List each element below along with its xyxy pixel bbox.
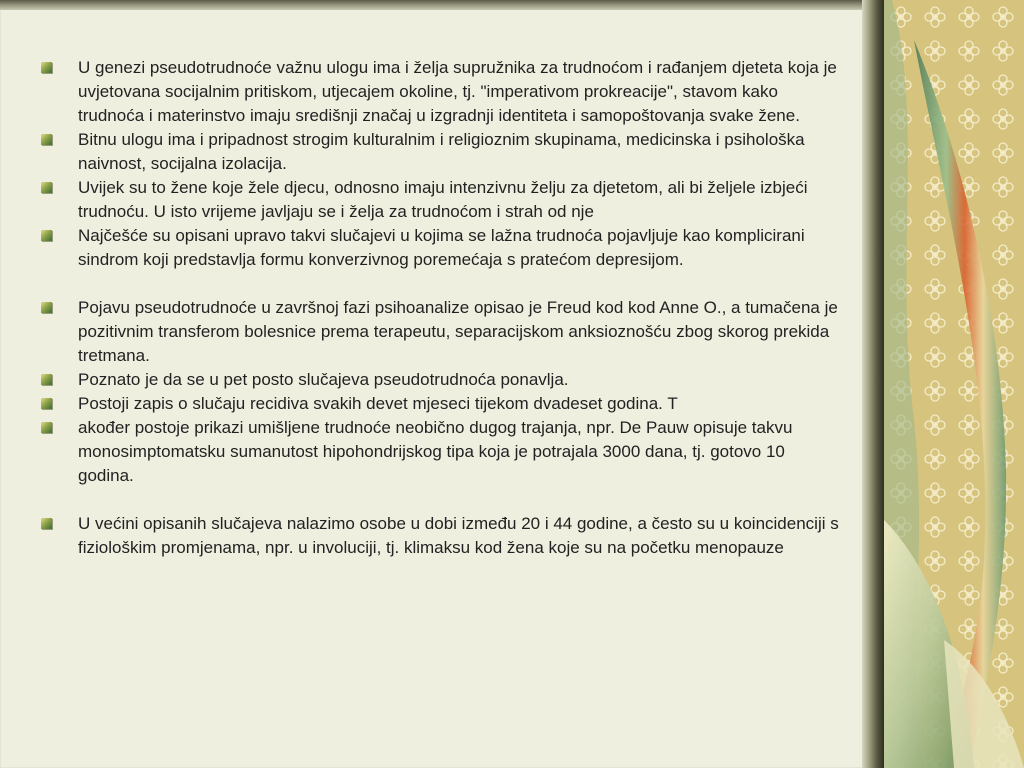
list-item-text: Uvijek su to žene koje žele djecu, odnosno imaju intenzivnu želju za djetetom, ali bi željele izbjeći trudnoću. U isto vrijeme javljaju se i želja za trudnoćom i strah od nje (78, 178, 808, 221)
list-item (40, 416, 840, 488)
list-item (40, 368, 840, 392)
square-bullet-icon (41, 398, 52, 409)
square-bullet-icon (41, 230, 52, 241)
list-item (40, 176, 840, 224)
list-item-text: Najčešće su opisani upravo takvi slučajevi u kojima se lažna trudnoća pojavljuje kao komplicirani sindrom koji predstavlja formu konverzivnog poremećaja s pratećom depresijom. (78, 226, 805, 269)
list-item (40, 56, 840, 128)
square-bullet-icon (41, 302, 52, 313)
list-item-text: Poznato je da se u pet posto slučajeva pseudotrudnoća ponavlja. (78, 370, 569, 389)
square-bullet-icon (41, 134, 52, 145)
list-item-text: U genezi pseudotrudnoće važnu ulogu ima i želja supružnika za trudnoćom i rađanjem djeteta koja je uvjetovana socijalnim pritiskom, utjecajem okoline, tj. "imperativom prokreacije", stavom kako trudnoća i materinstvo imaju središnji značaj u izgradnji identiteta i samopoštovanja svake žene. (78, 58, 837, 125)
slide-content (40, 56, 840, 560)
list-item-text: akođer postoje prikazi umišljene trudnoće neobično dugog trajanja, npr. De Pauw opisuje takvu monosimptomatsku sumanutost hipohondrijskog tipa koja je potrajala 3000 dana, tj. gotovo 10 godina. (78, 418, 793, 485)
slide-top-border (0, 0, 880, 10)
square-bullet-icon (41, 518, 52, 529)
list-item (40, 296, 840, 368)
list-item (40, 512, 840, 560)
square-bullet-icon (41, 62, 52, 73)
list-item (40, 128, 840, 176)
list-item-text: Pojavu pseudotrudnoće u završnoj fazi psihoanalize opisao je Freud kod kod Anne O., a tumačena je pozitivnim transferom bolesnice prema terapeutu, separacijskom anksioznošću zbog skorog prekida tretmana. (78, 298, 838, 365)
list-item (40, 224, 840, 272)
square-bullet-icon (41, 182, 52, 193)
square-bullet-icon (41, 422, 52, 433)
slide-right-border (862, 0, 884, 768)
list-item (40, 392, 840, 416)
square-bullet-icon (41, 374, 52, 385)
list-item-text: U većini opisanih slučajeva nalazimo osobe u dobi između 20 i 44 godine, a često su u koincidenciji s fiziološkim promjenama, npr. u involuciji, tj. klimaksu kod žena koje su na početku menopauze (78, 514, 839, 557)
list-item-text: Postoji zapis o slučaju recidiva svakih devet mjeseci tijekom dvadeset godina. T (78, 394, 678, 413)
decorative-side-panel (884, 0, 1024, 768)
bullet-list (40, 56, 840, 560)
list-item-text: Bitnu ulogu ima i pripadnost strogim kulturalnim i religioznim skupinama, medicinska i psihološka naivnost, socijalna izolacija. (78, 130, 805, 173)
